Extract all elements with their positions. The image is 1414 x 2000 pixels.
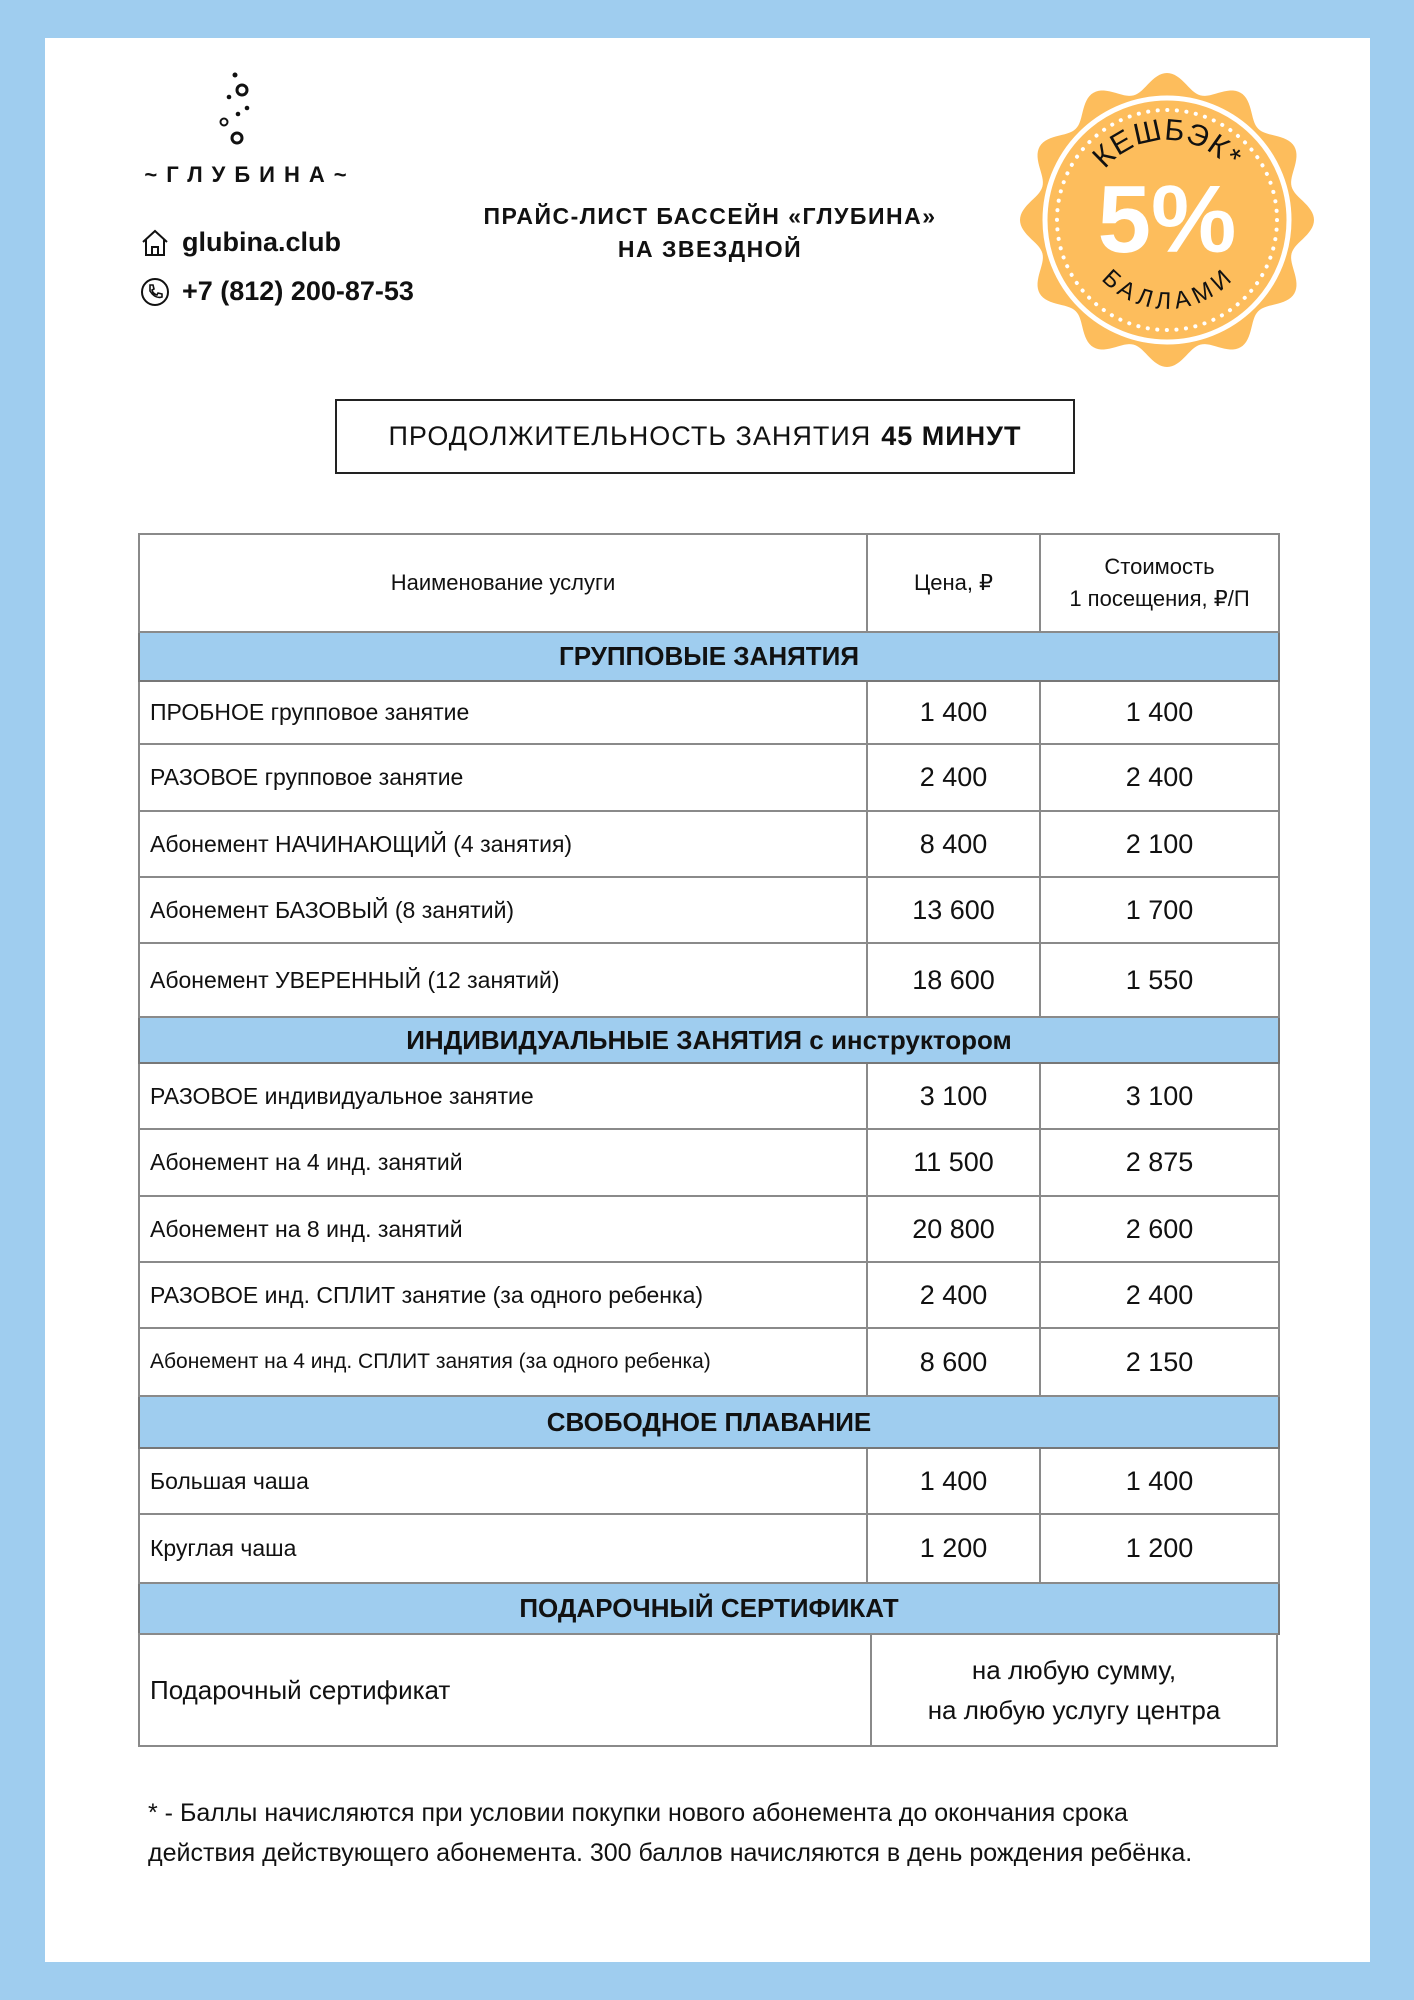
service-name: Круглая чаша [139,1514,867,1583]
section-header [139,1017,1279,1063]
service-price: 18 600 [867,943,1040,1017]
service-name: Абонемент на 8 инд. занятий [139,1196,867,1262]
duration-box [335,399,1075,474]
section-title: СВОБОДНОЕ ПЛАВАНИЕ [139,1396,1279,1448]
page-title [430,200,990,266]
header-per-visit-line1: Стоимость [1104,554,1215,579]
table-row [139,811,1279,877]
certificate-name: Подарочный сертификат [140,1635,872,1745]
section-title: ГРУППОВЫЕ ЗАНЯТИЯ [139,632,1279,681]
website-link[interactable] [140,227,341,258]
section-title: ПОДАРОЧНЫЙ СЕРТИФИКАТ [139,1583,1279,1634]
service-price: 8 600 [867,1328,1040,1396]
footnote [148,1793,1348,1873]
header-price: Цена, ₽ [867,534,1040,632]
service-name: РАЗОВОЕ инд. СПЛИТ занятие (за одного ребенка) [139,1262,867,1328]
service-price: 13 600 [867,877,1040,943]
table-row [139,1514,1279,1583]
header-per-visit [1040,534,1279,632]
badge-bottom-text: БАЛЛАМИ [1096,264,1238,316]
footnote-line2: действия действующего абонемента. 300 баллов начисляются в день рождения ребёнка. [148,1839,1193,1867]
service-name: Абонемент НАЧИНАЮЩИЙ (4 занятия) [139,811,867,877]
header-name: Наименование услуги [139,534,867,632]
header-per-visit-line2: 1 посещения, ₽/П [1069,586,1250,611]
table-row [139,877,1279,943]
duration-value: 45 МИНУТ [881,421,1022,451]
service-price: 1 400 [867,1448,1040,1514]
section-title: ИНДИВИДУАЛЬНЫЕ ЗАНЯТИЯ с инструктором [139,1017,1279,1063]
table-row [139,1262,1279,1328]
logo-wordmark: ~ГЛУБИНА~ [144,162,356,187]
section-header [139,1583,1279,1634]
service-per-visit-price: 1 400 [1040,1448,1279,1514]
certificate-terms-line2: на любую услугу центра [927,1695,1221,1725]
website-text: glubina.club [182,227,341,257]
cashback-badge [1017,70,1317,370]
table-row [139,1196,1279,1262]
service-price: 2 400 [867,1262,1040,1328]
badge-top-text: КЕШБЭК* [1086,113,1249,175]
service-price: 1 400 [867,681,1040,744]
phone-text: +7 (812) 200-87-53 [182,276,414,306]
service-price: 3 100 [867,1063,1040,1129]
service-name: Большая чаша [139,1448,867,1514]
service-price: 2 400 [867,744,1040,811]
service-price: 8 400 [867,811,1040,877]
table-row [139,744,1279,811]
logo-bubbles-icon [205,70,275,145]
footnote-line1: * - Баллы начисляются при условии покупки нового абонемента до окончания срока [148,1799,1128,1827]
certificate-terms-line1: на любую сумму, [971,1655,1177,1685]
service-per-visit-price: 2 100 [1040,811,1279,877]
service-per-visit-price: 2 400 [1040,1262,1279,1328]
service-per-visit-price: 1 700 [1040,877,1279,943]
table-row [139,681,1279,744]
service-price: 20 800 [867,1196,1040,1262]
certificate-row [138,1633,1278,1747]
service-per-visit-price: 1 550 [1040,943,1279,1017]
title-line-2: НА ЗВЕЗДНОЙ [617,236,803,262]
service-name: Абонемент БАЗОВЫЙ (8 занятий) [139,877,867,943]
service-per-visit-price: 1 400 [1040,681,1279,744]
table-header-row [139,534,1279,632]
certificate-terms [872,1635,1276,1745]
table-row [139,1129,1279,1196]
service-name: Абонемент на 4 инд. СПЛИТ занятия (за одного ребенка) [139,1328,867,1396]
title-line-1: ПРАЙС-ЛИСТ БАССЕЙН «ГЛУБИНА» [483,203,937,229]
table-row [139,943,1279,1017]
section-header [139,1396,1279,1448]
service-name: РАЗОВОЕ индивидуальное занятие [139,1063,867,1129]
service-per-visit-price: 3 100 [1040,1063,1279,1129]
badge-value: 5% [1097,166,1237,273]
service-price: 11 500 [867,1129,1040,1196]
service-name: РАЗОВОЕ групповое занятие [139,744,867,811]
table-row [139,1328,1279,1396]
table-row [139,1063,1279,1129]
service-name: Абонемент УВЕРЕННЫЙ (12 занятий) [139,943,867,1017]
service-name: Абонемент на 4 инд. занятий [139,1129,867,1196]
service-price: 1 200 [867,1514,1040,1583]
service-per-visit-price: 2 875 [1040,1129,1279,1196]
home-icon [140,228,170,258]
service-name: ПРОБНОЕ групповое занятие [139,681,867,744]
section-header [139,632,1279,681]
service-per-visit-price: 2 400 [1040,744,1279,811]
service-per-visit-price: 2 150 [1040,1328,1279,1396]
table-row [139,1448,1279,1514]
service-per-visit-price: 1 200 [1040,1514,1279,1583]
phone-icon [140,277,170,307]
phone-link[interactable] [140,276,414,307]
duration-label: ПРОДОЛЖИТЕЛЬНОСТЬ ЗАНЯТИЯ [388,421,872,451]
price-table [138,533,1280,1635]
service-per-visit-price: 2 600 [1040,1196,1279,1262]
